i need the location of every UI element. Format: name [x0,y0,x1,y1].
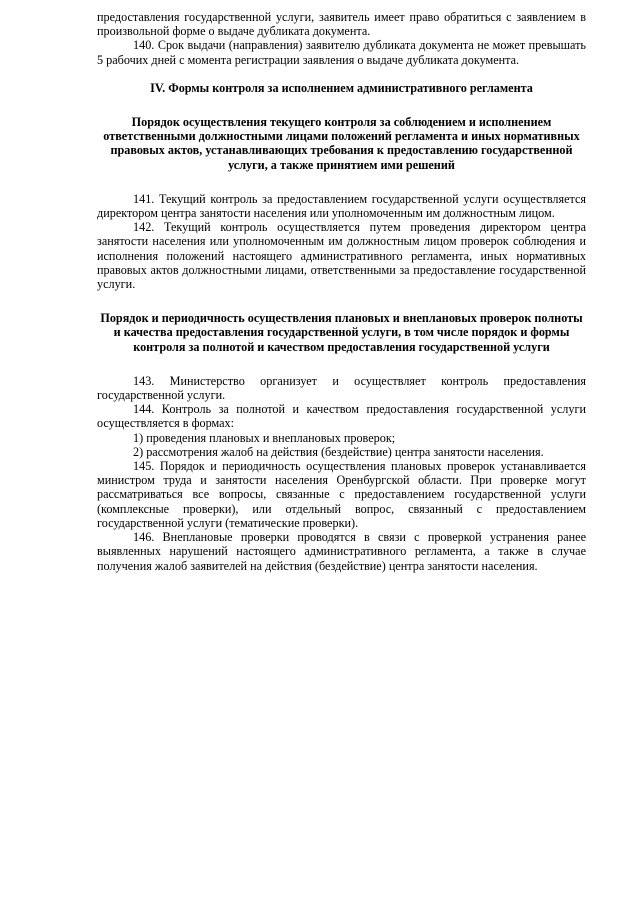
paragraph-143: 143. Министерство организует и осуществляет контроль предоставления государственной услуги. [97,373,586,403]
paragraph-continuation: предоставления государственной услуги, заявитель имеет право обратиться с заявлением в произвольной форме о выдаче дубликата документа. [97,10,586,39]
paragraph-142: 142. Текущий контроль осуществляется путем проведения директором центра занятости населения или уполномоченным им должностным лицом проверок соблюдения и исполнения положений настоящего административного регламента, иных нормативных правовых актов должностными лицами, ответственными за предоставление государственной услуги. [97,220,586,292]
subsection-title-current-control: Порядок осуществления текущего контроля за соблюдением и исполнением ответственными должностными лицами положений регламента и иных нормативных правовых актов, устанавливающих требования к предоставлению государственной услуги, а также принятием ими решений [103,115,580,172]
spacer [97,67,586,81]
paragraph-140: 140. Срок выдачи (направления) заявителю дубликата документа не может превышать 5 рабочих дней с момента регистрации заявления о выдаче дубликата документа. [97,38,586,67]
subsection-title-inspections: Порядок и периодичность осуществления плановых и внеплановых проверок полноты и качества предоставления государственной услуги, в том числе порядок и формы контроля за полнотой и качеством предоставления государственной услуги [100,311,583,354]
paragraph-144: 144. Контроль за полнотой и качеством предоставления государственной услуги осуществляется в формах: [97,402,586,431]
paragraph-146: 146. Внеплановые проверки проводятся в связи с проверкой устранения ранее выявленных нарушений настоящего административного регламента, а также в случае получения жалоб заявителей на действия (бездействие) центра занятости населения. [97,530,586,573]
document-page [97,10,586,573]
spacer [97,354,586,374]
section-title: IV. Формы контроля за исполнением административного регламента [150,80,533,95]
list-item-2: 2) рассмотрения жалоб на действия (бездействие) центра занятости населения. [133,444,544,459]
spacer [97,95,586,115]
spacer [97,291,586,311]
paragraph-141: 141. Текущий контроль за предоставлением государственной услуги осуществляется директором центра занятости населения или уполномоченным им должностным лицом. [97,191,586,221]
spacer [97,172,586,192]
paragraph-145: 145. Порядок и периодичность осуществления плановых проверок устанавливается министром труда и занятости населения Оренбургской области. При проверке могут рассматриваться все вопросы, связанные с предоставлением государственной услуги (комплексные проверки), или отдельный вопрос, связанный с предоставлением государственной услуги (тематические проверки). [97,459,586,530]
list-item-1: 1) проведения плановых и внеплановых проверок; [133,430,396,445]
